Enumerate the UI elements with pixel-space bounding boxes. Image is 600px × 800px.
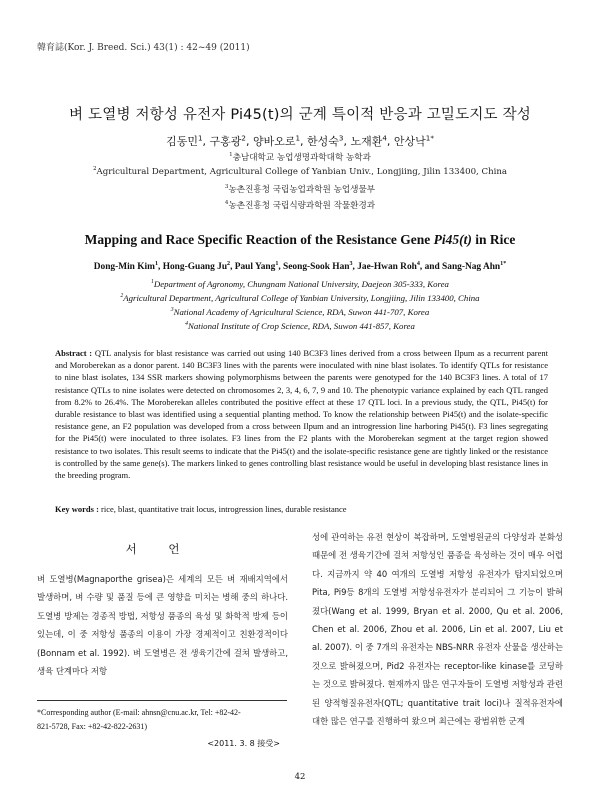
ko-affiliation-4: $^4$농촌진흥청 국립식량과학원 작물환경과	[224, 200, 376, 211]
abstract	[55, 347, 548, 481]
english-title: Mapping and Race Specific Reaction of the Resistance Gene Pi45(t) in Rice	[84, 232, 516, 247]
author-affiliation-mark: 1	[295, 133, 301, 143]
author-affiliation-mark: 3	[338, 133, 344, 143]
author-affiliation-mark: 1*	[500, 260, 507, 267]
corresponding-author-footnote: *Corresponding author (E-mail: ahnsn@cnu.ac.kr, Tel: +82-42- 821-5728, Fax: +82-42-822-2631)	[37, 708, 241, 731]
author-affiliation-mark: 3	[349, 260, 353, 267]
author-affiliation-mark: 4	[382, 133, 387, 143]
author-name: Dong-Min Kim	[93, 262, 155, 272]
received-date: <2011. 3. 8 接受>	[207, 739, 280, 748]
ko-affiliation-3: $^3$농촌진흥청 국립농업과학원 농업생물부	[224, 184, 376, 195]
korean-title	[0, 103, 600, 124]
author-name: 구홍광	[209, 135, 242, 148]
author-name: and Sang-Nag Ahn	[424, 262, 501, 272]
keywords	[55, 504, 548, 514]
ko-affiliation-2: $^2$Agricultural Department, Agricultural College of Yanbian Univ., Longjiing, Jilin 133400, China	[92, 166, 508, 177]
author-name: 양바오로	[252, 135, 296, 148]
journal-citation: 韓育誌(Kor. J. Breed. Sci.) 43(1) : 42~49 (2011)	[37, 43, 250, 53]
author-name: Hong-Guang Ju	[162, 262, 228, 272]
author-affiliation-mark: 1	[197, 133, 203, 143]
en-affiliation-1: $^1$Department of Agronomy, Chungnam National University, Daejeon 305-333, Korea	[151, 279, 449, 289]
author-name: 김동민	[166, 135, 198, 148]
section-heading: 서 언	[125, 542, 194, 556]
author-affiliation-mark: 1	[275, 260, 279, 267]
right-column-text: 성에 관여하는 유전 현상이 복잡하며, 도열병원균의 다양성과 분화성 때문에 전 생육기간에 걸쳐 저항성인 품종을 육성하는 것이 매우 어렵다. 지금까지 약 40 여개의 도열병 저항성 유전자가 탐지되었으며 Pita, Pi9등 8개의 도열병 저항성유전자가 분리되어 그 기능이 밝혀졌다(Wang et al. 1999, Bryan et al. 2000, Qu et al. 2006, Chen et al. 2006, Zhou et al. 2006, Lin et al. 2007, Liu et al. 2007). 이 중 7개의 유전자는 NBS-NRR 유전자 산물을 생산하는 것으로 밝혀졌으며, Pid2 유전자는 receptor-like kinase를 코딩하는 것으로 밝혀졌다. 현재까지 많은 연구자들이 도열병 저항성과 관련된 양적형질유전자(QTL; quantitative trait loci)나 질적유전자에 대한 많은 연구를 진행하여 왔으며 최근에는 광범위한 군계	[312, 532, 563, 727]
en-affiliation-2: $^2$Agricultural Department, Agricultural College of Yanbian University, Longjiing, Jilin 133400, China	[120, 293, 480, 303]
left-column-text: 벼 도열병(Magnaporthe grisea)은 세계의 모든 벼 재배지역에서 발생하며, 벼 수량 및 품질 등에 큰 영향을 미치는 병해 중의 하나다. 도열병 방제는 경종적 방법, 저항성 품종의 육성 및 화학적 방제 등이 있는데, 이 중 저항성 품종의 이용이 가장 경제적이고 친환경적이다(Bonnam et al. 1992). 벼 도열병은 전 생육기간에 걸쳐 발생하고, 생육 단계마다 저항	[37, 574, 288, 677]
keywords-text: rice, blast, quantitative trait locus, introgression lines, durable resistance	[101, 504, 347, 514]
korean-authors: 김동민$^1$, 구홍광$^2$, 양바오로$^1$, 한성숙$^3$, 노재환$^4$, 안상낙$^{1*}$	[166, 133, 434, 148]
author-affiliation-mark: 2	[227, 260, 231, 267]
english-authors: Dong-Min Kim$^1$, Hong-Guang Ju$^2$, Paul Yang$^1$, Seong-Sook Han$^3$, Jae-Hwan Roh$^4$, and Sang-Nag Ahn$^{1*}$	[93, 260, 507, 272]
ko-affiliation-1: $^1$충남대학교 농업생명과학대학 농학과	[229, 152, 371, 163]
footnote-divider	[37, 700, 287, 701]
author-name: 한성숙	[307, 135, 339, 148]
en-affiliation-4: $^4$National Institute of Crop Science, RDA, Suwon 441-857, Korea	[185, 321, 415, 331]
author-name: 안상낙	[393, 135, 426, 148]
en-affiliation-3: $^3$National Academy of Agricultural Science, RDA, Suwon 441-707, Korea	[170, 307, 430, 317]
author-name: 노재환	[350, 135, 383, 148]
page-number: 42	[294, 772, 306, 782]
author-affiliation-mark: 1*	[425, 133, 434, 143]
author-affiliation-mark: 4	[416, 260, 420, 267]
author-affiliation-mark: 2	[241, 133, 246, 143]
author-name: Jae-Hwan Roh	[357, 262, 417, 272]
abstract-label: Abstract :	[55, 348, 93, 358]
author-affiliation-mark: 1	[154, 260, 158, 267]
keywords-label: Key words :	[55, 504, 99, 514]
body-right-column	[312, 528, 563, 730]
abstract-text: QTL analysis for blast resistance was carried out using 140 BC3F3 lines derived from a cross between Ilpum as a recurrent parent and Moroberekan as a donor parent. 140 BC3F3 lines with the parents were inoculated with nine blast isolates. To identify QTLs for resistance to nine blast isolates, 134 SSR markers showing polymorphisms between the parents were genotyped for the 140 BC3F3 lines. A total of 17 resistance QTLs to nine isolates were detected on chromosomes 2, 3, 4, 6, 7, 9 and 10. The phenotypic variance explained by each QTL ranged from 8.2% to 26.4%. The Moroberekan alleles contributed the positive effect at these 17 QTL loci. In a previous study, the QTL, Pi45(t) for durable resistance to blast was identified using a sequential planting method. To know the relationship between Pi45(t) and the isolate-specific resistance gene, an F2 population was developed from a cross between Ilpum and an introgression line harboring Pi45(t). F3 lines segregating for the Pi45(t) were inoculated to three isolates. F3 lines from the F2 plants with the Moroberekan segment at the target region showed resistance to two isolates. This result seems to indicate that the Pi45(t) and the isolate-specific resistance gene are tightly linked or the resistance is controlled by the same gene(s). The markers linked to genes controlling blast resistance would be useful in developing blast resistance lines in the breeding program.	[55, 348, 548, 481]
korean-title-text: 벼 도열병 저항성 유전자 Pi45(t)의 군계 특이적 반응과 고밀도지도 작성	[69, 107, 531, 123]
body-left-column	[37, 570, 288, 680]
author-name: Paul Yang	[234, 262, 276, 272]
author-name: Seong-Sook Han	[283, 262, 350, 272]
